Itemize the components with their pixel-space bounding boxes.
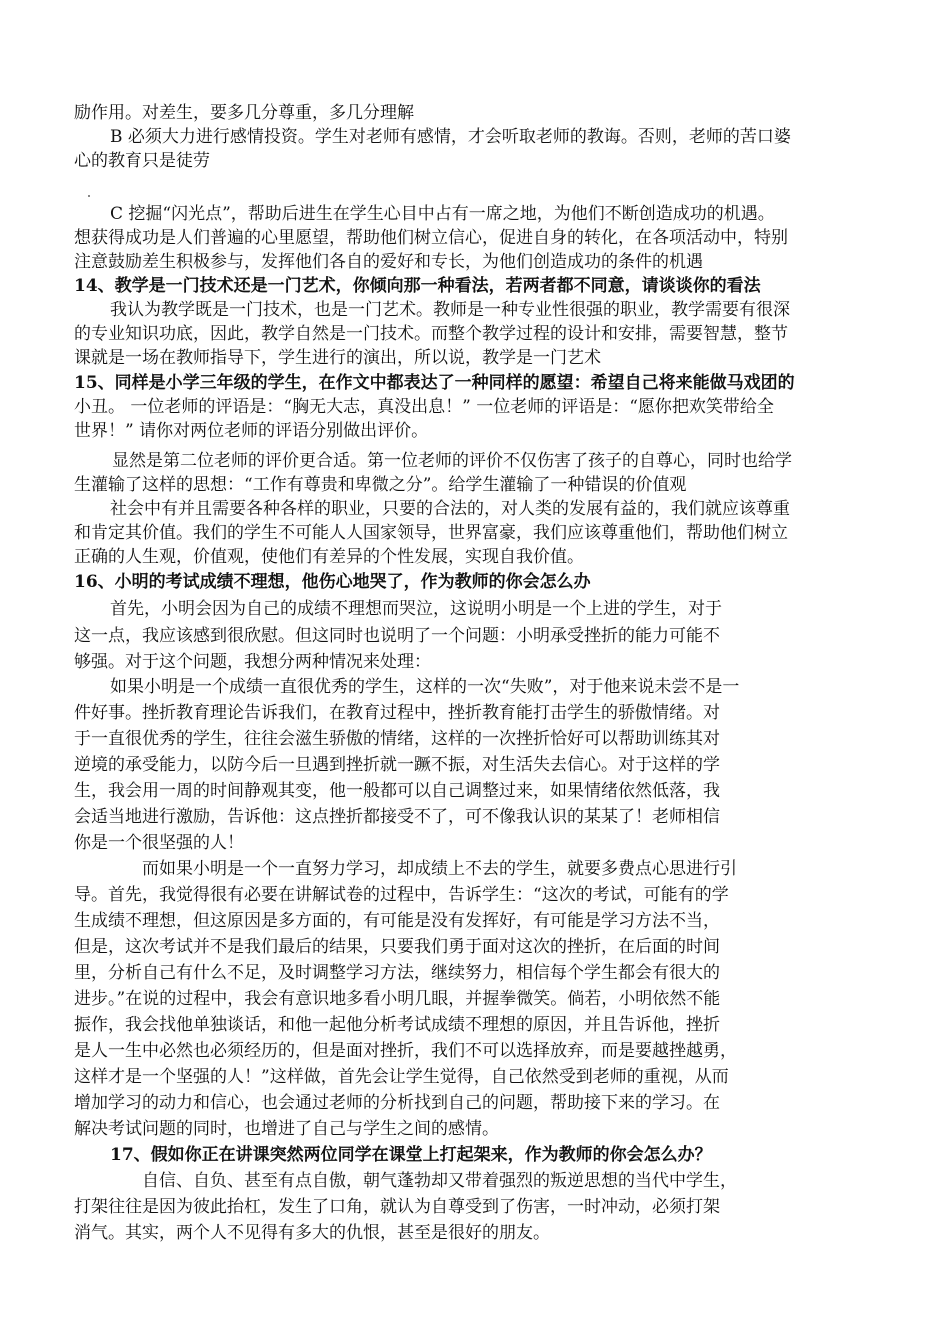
text-line: 心的教育只是徒劳: [74, 151, 210, 171]
text-line: 我认为教学既是一门技术，也是一门艺术。教师是一种专业性很强的职业，教学需要有很深: [110, 300, 790, 320]
text-line: 生成绩不理想，但这原因是多方面的，有可能是没有发挥好，有可能是学习方法不当，: [74, 911, 720, 931]
question-heading: 16、小明的考试成绩不理想，他伤心地哭了，作为教师的你会怎么办: [74, 572, 591, 592]
text-line: 自信、自负、甚至有点自傲，朝气蓬勃却又带着强烈的叛逆思想的当代中学生，: [142, 1171, 737, 1191]
text-line: 是人一生中必然也必须经历的，但是面对挫折，我们不可以选择放弃，而是要越挫越勇，: [74, 1041, 737, 1061]
text-line: 社会中有并且需要各种各样的职业，只要的合法的，对人类的发展有益的，我们就应该尊重: [110, 499, 790, 519]
question-heading: 15、同样是小学三年级的学生，在作文中都表达了一种同样的愿望：希望自己将来能做马戏团的: [74, 373, 795, 393]
text-line: 振作，我会找他单独谈话，和他一起他分析考试成绩不理想的原因，并且告诉他，挫折: [74, 1015, 720, 1035]
text-line: 而如果小明是一个一直努力学习，却成绩上不去的学生，就要多费点心思进行引: [142, 859, 737, 879]
text-line: 打架往往是因为彼此抬杠，发生了口角，就认为自尊受到了伤害，一时冲动，必须打架: [74, 1197, 720, 1217]
text-line: 进步。”在说的过程中，我会有意识地多看小明几眼，并握拳微笑。倘若，小明依然不能: [74, 989, 721, 1009]
text-line: 励作用。对差生，要多几分尊重，多几分理解: [74, 103, 414, 123]
text-line: 这一点，我应该感到很欣慰。但这同时也说明了一个问题：小明承受挫折的能力可能不: [74, 626, 720, 646]
text-line: 的专业知识功底，因此，教学自然是一门技术。而整个教学过程的设计和安排，需要智慧，整节: [74, 324, 788, 344]
text-line: 里，分析自己有什么不足，及时调整学习方法，继续努力，相信每个学生都会有很大的: [74, 963, 720, 983]
text-line: 会适当地进行激励，告诉他：这点挫折都接受不了，可不像我认识的某某了！老师相信: [74, 807, 720, 827]
text-line: 世界！” 请你对两位老师的评语分别做出评价。: [74, 421, 429, 441]
text-line: 你是一个很坚强的人！: [74, 833, 244, 853]
text-line: 正确的人生观，价值观，使他们有差异的个性发展，实现自我价值。: [74, 547, 584, 567]
stray-mark: [88, 195, 90, 197]
text-line: 和肯定其价值。我们的学生不可能人人国家领导，世界富豪，我们应该尊重他们，帮助他们树立: [74, 523, 788, 543]
text-line: 课就是一场在教师指导下，学生进行的演出，所以说，教学是一门艺术: [74, 348, 601, 368]
text-line: 逆境的承受能力，以防今后一旦遇到挫折就一蹶不振，对生活失去信心。对于这样的学: [74, 755, 720, 775]
text-line: 消气。其实，两个人不见得有多大的仇恨，甚至是很好的朋友。: [74, 1223, 550, 1243]
question-heading: 17、假如你正在讲课突然两位同学在课堂上打起架来，作为教师的你会怎么办？: [110, 1145, 712, 1165]
text-line: 如果小明是一个成绩一直很优秀的学生，这样的一次“失败”，对于他来说未尝不是一: [110, 677, 740, 697]
text-line: 想获得成功是人们普遍的心里愿望，帮助他们树立信心，促进自身的转化，在各项活动中，特别: [74, 228, 788, 248]
text-line: 够强。对于这个问题，我想分两种情况来处理：: [74, 652, 431, 672]
text-line: 生，我会用一周的时间静观其变，他一般都可以自己调整过来，如果情绪依然低落，我: [74, 781, 720, 801]
text-line: 增加学习的动力和信心，也会通过老师的分析找到自己的问题，帮助接下来的学习。在: [74, 1093, 720, 1113]
text-line: 生灌输了这样的思想：“工作有尊贵和卑微之分”。给学生灌输了一种错误的价值观: [74, 475, 687, 495]
text-line: 解决考试问题的同时，也增进了自己与学生之间的感情。: [74, 1119, 499, 1139]
text-line: 于一直很优秀的学生，往往会滋生骄傲的情绪，这样的一次挫折恰好可以帮助训练其对: [74, 729, 720, 749]
text-line: 但是，这次考试并不是我们最后的结果，只要我们勇于面对这次的挫折，在后面的时间: [74, 937, 720, 957]
text-line: 导。首先，我觉得很有必要在讲解试卷的过程中，告诉学生：“这次的考试，可能有的学: [74, 885, 729, 905]
text-line: B 必须大力进行感情投资。学生对老师有感情，才会听取老师的教诲。否则，老师的苦口婆: [110, 127, 791, 147]
text-line: 件好事。挫折教育理论告诉我们，在教育过程中，挫折教育能打击学生的骄傲情绪。对: [74, 703, 720, 723]
text-line: 首先，小明会因为自己的成绩不理想而哭泣，这说明小明是一个上进的学生，对于: [110, 599, 722, 619]
question-heading: 14、教学是一门技术还是一门艺术，你倾向那一种看法，若两者都不同意，请谈谈你的看法: [74, 276, 761, 296]
text-line: 注意鼓励差生积极参与，发挥他们各自的爱好和专长，为他们创造成功的条件的机遇: [74, 252, 703, 272]
text-line: 显然是第二位老师的评价更合适。第一位老师的评价不仅伤害了孩子的自尊心，同时也给学: [112, 451, 792, 471]
text-line: 小丑。 一位老师的评语是：“胸无大志，真没出息！” 一位老师的评语是：“愿你把欢笑带给全: [74, 397, 774, 417]
text-line: C 挖掘“闪光点”，帮助后进生在学生心目中占有一席之地，为他们不断创造成功的机遇。: [110, 204, 775, 224]
text-line: 这样才是一个坚强的人！”这样做，首先会让学生觉得，自己依然受到老师的重视，从而: [74, 1067, 729, 1087]
